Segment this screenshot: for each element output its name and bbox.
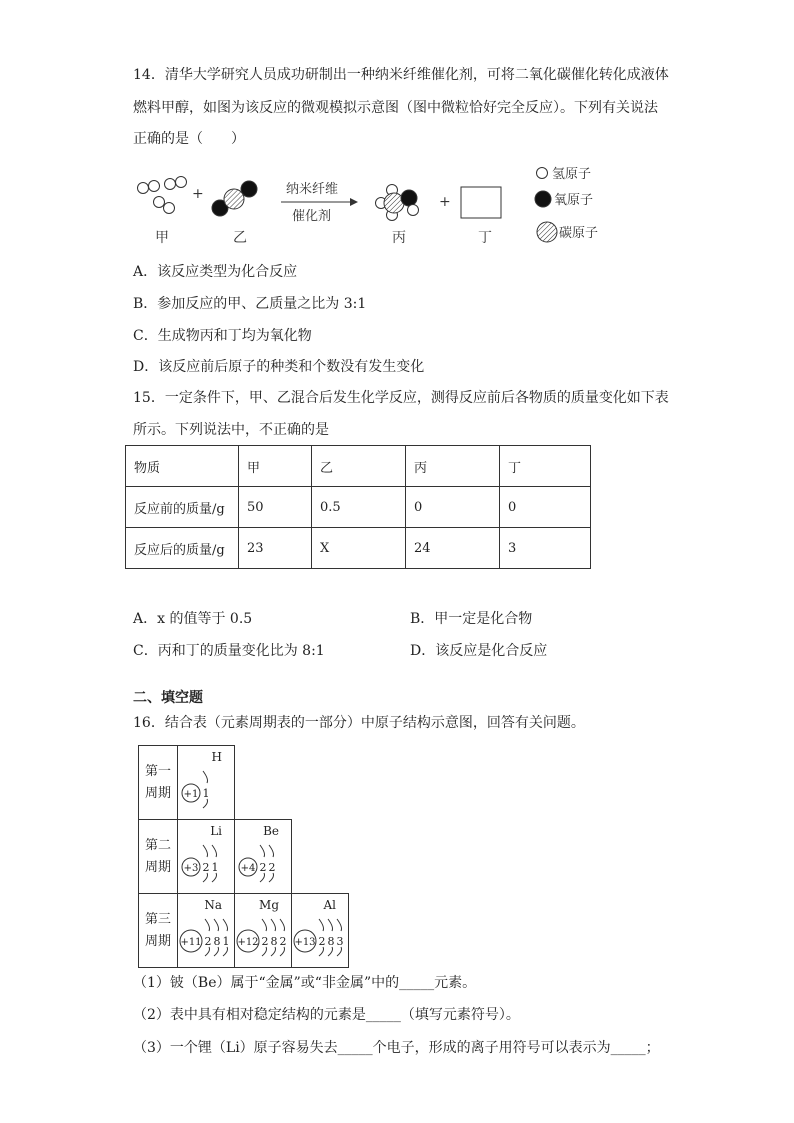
element-cell-be (235, 820, 292, 894)
electron-shell (214, 919, 221, 956)
shell-electron-count: 2 (202, 861, 210, 874)
electron-shell (205, 919, 212, 956)
period-row-2 (139, 820, 349, 894)
shell-electron-count: 2 (261, 935, 269, 948)
nucleus-charge: +13 (294, 937, 316, 948)
atom-diagram-be (235, 820, 291, 889)
q15-option-a: A．x 的值等于 0.5 (133, 611, 253, 627)
section-title: 二、填空题 (133, 690, 203, 706)
electron-shell (337, 919, 344, 956)
table-header-cell: 丁 (500, 446, 591, 487)
table-header-cell: 丙 (406, 446, 500, 487)
q16-sub-1: （1）铍（Be）属于“金属”或“非金属”中的_____元素。 (133, 975, 477, 991)
table-cell: 反应后的质量/g (126, 528, 239, 569)
table-cell: 0 (500, 487, 591, 528)
label-jia: 甲 (155, 230, 169, 246)
condition-bottom-label: 催化剂 (292, 209, 332, 224)
plus-sign-1: + (192, 186, 204, 202)
legend-carbon-icon (537, 222, 557, 242)
q14-line-1: 14．清华大学研究人员成功研制出一种纳米纤维催化剂，可将二氧化碳催化转化成液体 (133, 67, 669, 83)
legend-oxygen-label: 氧原子 (554, 193, 594, 208)
electron-shell (262, 919, 269, 956)
period-3-text: 第三 周期 (144, 911, 171, 949)
period-row-1 (139, 746, 349, 820)
shell-electron-count: 8 (213, 935, 221, 948)
legend-oxygen-icon (535, 191, 551, 207)
electron-shell (280, 919, 287, 956)
shell-electron-count: 8 (270, 935, 278, 948)
table-header-row (126, 446, 591, 487)
element-symbol: Mg (259, 898, 279, 912)
shell-electron-count: 1 (202, 787, 210, 800)
table-cell: X (312, 528, 406, 569)
plus-sign-2: + (439, 194, 451, 210)
shell-electron-count: 2 (318, 935, 326, 948)
table-cell: 0 (406, 487, 500, 528)
period-label-3 (139, 894, 178, 968)
label-bing: 丙 (392, 230, 406, 246)
q16-intro: 16．结合表（元素周期表的一部分）中原子结构示意图，回答有关问题。 (133, 715, 585, 731)
period-label-1 (139, 746, 178, 820)
q16-sub-3: （3）一个锂（Li）原子容易失去_____个电子，形成的离子用符号可以表示为_____； (133, 1040, 660, 1056)
legend-carbon-label: 碳原子 (559, 226, 599, 241)
table-header-cell: 乙 (312, 446, 406, 487)
shell-electron-count: 2 (204, 935, 212, 948)
electron-shell (212, 845, 219, 882)
electron-shell (319, 919, 326, 956)
q15-option-d: D．该反应是化合反应 (410, 643, 548, 659)
element-cell-h (178, 746, 235, 820)
element-symbol: H (211, 750, 222, 764)
period-label-2 (139, 820, 178, 894)
shell-electron-count: 8 (327, 935, 335, 948)
element-cell-li (178, 820, 235, 894)
shell-electron-count: 1 (211, 861, 219, 874)
q14-option-b: B．参加反应的甲、乙质量之比为 3:1 (133, 296, 367, 312)
reaction-diagram (0, 160, 794, 260)
table-cell: 24 (406, 528, 500, 569)
q15-line-1: 15．一定条件下，甲、乙混合后发生化学反应，测得反应前后各物质的质量变化如下表 (133, 390, 669, 406)
q14-line-2: 燃料甲醇，如图为该反应的微观模拟示意图（图中微粒恰好完全反应）。下列有关说法 (133, 100, 658, 116)
table-cell: 23 (239, 528, 312, 569)
table-row (126, 528, 591, 569)
shell-electron-count: 1 (222, 935, 230, 948)
element-cell-al (292, 894, 349, 968)
label-yi: 乙 (233, 230, 247, 246)
element-symbol: Al (323, 898, 336, 912)
q15-line-2: 所示。下列说法中，不正确的是 (133, 422, 329, 438)
element-symbol: Na (204, 898, 222, 912)
electron-shell (260, 845, 267, 882)
q16-sub-2: （2）表中具有相对稳定结构的元素是_____（填写元素符号）。 (133, 1007, 520, 1023)
table-header-cell: 物质 (126, 446, 239, 487)
table-row (126, 487, 591, 528)
nucleus-charge: +3 (183, 863, 199, 874)
atom-diagram-li (178, 820, 234, 889)
legend-hydrogen-icon (537, 168, 548, 179)
nucleus-charge: +12 (237, 937, 259, 948)
table-cell: 50 (239, 487, 312, 528)
legend-hydrogen-label: 氢原子 (552, 167, 592, 182)
electron-shell (203, 771, 210, 808)
nucleus-charge: +1 (183, 789, 199, 800)
shell-electron-count: 3 (336, 935, 344, 948)
reaction-arrow (281, 198, 358, 206)
atom-diagram-al (292, 894, 348, 963)
q15-option-b: B．甲一定是化合物 (410, 611, 533, 627)
nucleus-charge: +11 (180, 937, 202, 948)
q14-option-c: C．生成物丙和丁均为氧化物 (133, 328, 312, 344)
q14-option-a: A．该反应类型为化合反应 (133, 264, 298, 280)
element-cell-mg (235, 894, 292, 968)
electron-shell (223, 919, 230, 956)
product-ding-box (461, 187, 501, 218)
shell-electron-count: 2 (259, 861, 267, 874)
shell-electron-count: 2 (268, 861, 276, 874)
period-1-text: 第一 周期 (144, 763, 171, 801)
electron-shell (203, 845, 210, 882)
table-header-cell: 甲 (239, 446, 312, 487)
mass-change-table (125, 445, 591, 569)
table-cell: 0.5 (312, 487, 406, 528)
q14-option-d: D．该反应前后原子的种类和个数没有发生变化 (133, 359, 425, 375)
table-cell: 3 (500, 528, 591, 569)
electron-shell (271, 919, 278, 956)
electron-shell (269, 845, 276, 882)
label-ding: 丁 (478, 230, 492, 246)
atom-diagram-na (178, 894, 234, 963)
condition-top-label: 纳米纤维 (286, 182, 339, 197)
period-row-3 (139, 894, 349, 968)
q14-line-3: 正确的是（ ） (133, 131, 245, 147)
q15-option-c: C．丙和丁的质量变化比为 8:1 (133, 643, 325, 659)
atom-diagram-mg (235, 894, 291, 963)
legend (535, 167, 598, 242)
shell-electron-count: 2 (279, 935, 287, 948)
electron-shell (328, 919, 335, 956)
element-symbol: Be (263, 824, 279, 838)
reactant-jia-molecules (138, 177, 187, 214)
element-symbol: Li (210, 824, 222, 838)
nucleus-charge: +4 (240, 863, 256, 874)
product-bing-molecule (376, 185, 419, 221)
reactant-yi-molecule (212, 181, 257, 216)
element-cell-na (178, 894, 235, 968)
atom-diagram-h (178, 746, 234, 815)
periodic-table (138, 745, 349, 968)
table-cell: 反应前的质量/g (126, 487, 239, 528)
period-2-text: 第二 周期 (144, 837, 171, 875)
